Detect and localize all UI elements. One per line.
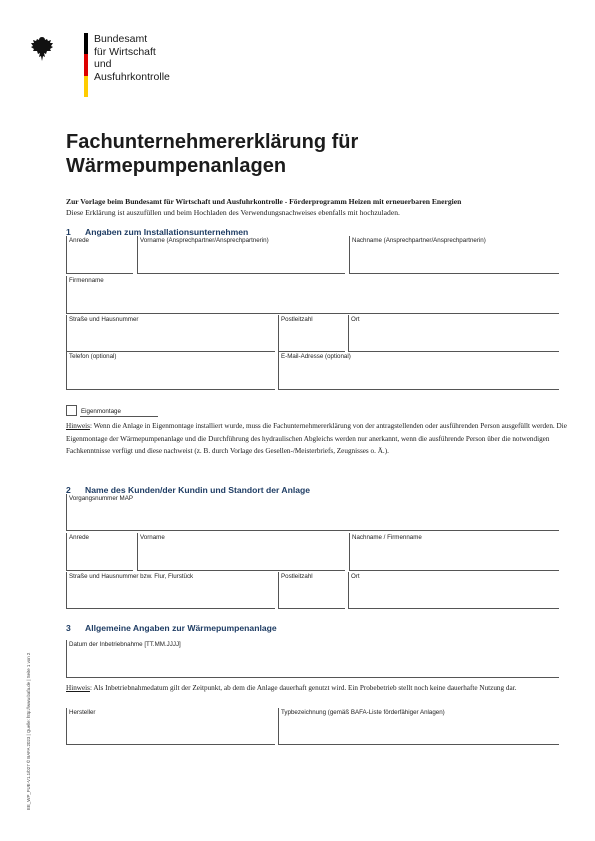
document-title bbox=[66, 130, 358, 178]
customer-street-field[interactable] bbox=[66, 572, 275, 609]
case-number-field[interactable] bbox=[66, 494, 559, 531]
customer-last-name-field[interactable] bbox=[349, 533, 559, 571]
section-title: Allgemeine Angaben zur Wärmepumpenanlage bbox=[85, 623, 277, 633]
field-label: Anrede bbox=[69, 237, 89, 244]
section-title: Angaben zum Installationsunternehmen bbox=[85, 227, 249, 237]
manufacturer-field[interactable] bbox=[66, 708, 275, 745]
field-label: Straße und Hausnummer bzw. Flur, Flurstück bbox=[69, 573, 194, 580]
field-label: Telefon (optional) bbox=[69, 353, 117, 360]
customer-anrede-field[interactable] bbox=[66, 533, 133, 571]
field-label: Postleitzahl bbox=[281, 316, 313, 323]
field-label: Postleitzahl bbox=[281, 573, 313, 580]
email-field[interactable] bbox=[278, 352, 559, 390]
street-field[interactable] bbox=[66, 315, 275, 352]
org-name-line: für Wirtschaft und bbox=[94, 45, 156, 70]
section-number: 3 bbox=[66, 623, 71, 633]
field-label: Vorgangsnummer MAP bbox=[69, 495, 133, 502]
intro-heading: Zur Vorlage beim Bundesamt für Wirtschaft und Ausfuhrkontrolle - Förderprogramm Heizen mit erneuerbaren Energien bbox=[66, 197, 462, 206]
self-installation-note bbox=[66, 420, 571, 458]
field-label: Hersteller bbox=[69, 709, 96, 716]
section-title: Name des Kunden/der Kundin und Standort der Anlage bbox=[85, 485, 311, 495]
last-name-field[interactable] bbox=[349, 236, 559, 274]
postal-code-field[interactable] bbox=[278, 315, 345, 352]
document-reference: EE_WP_FUE-V1.1/027 © BAFA 2023 | Quelle: http://www.bafa.de | Seite 1 von 2 bbox=[26, 652, 31, 810]
field-label: Vorname (Ansprechpartner/Ansprechpartnerin) bbox=[140, 237, 269, 244]
note-text: : Als Inbetriebnahmedatum gilt der Zeitpunkt, ab dem die Anlage dauerhaft genutzt wird. Ein Probebetrieb stellt noch keine dauerhafte Nutzung dar. bbox=[89, 684, 517, 692]
federal-flag-bar bbox=[84, 33, 88, 97]
phone-field[interactable] bbox=[66, 352, 275, 390]
intro-text: Diese Erklärung ist auszufüllen und beim Hochladen des Verwendungsnachweises ebenfalls mit hochzuladen. bbox=[66, 208, 400, 217]
section-number: 2 bbox=[66, 485, 71, 495]
field-label: Anrede bbox=[69, 534, 89, 541]
field-label: Typbezeichnung (gemäß BAFA-Liste förderfähiger Anlagen) bbox=[281, 709, 445, 716]
bafa-logo bbox=[26, 33, 170, 97]
field-label: Straße und Hausnummer bbox=[69, 316, 139, 323]
note-text: : Wenn die Anlage in Eigenmontage installiert wurde, muss die Fachunternehmererklärung von der antragstellenden oder ausführenden Person ausgefüllt werden. Die Eigenmontage der Wärmepumpenanlage und die Durchführung des hydraulischen Abgleichs werden nur anerkannt, wenn die ausführende Person über die notwendigen Fachkenntnisse verfügt und diese nachweist (z. B. durch Vorlage des Gesellen-/Meisterbriefs, Zeugnisses o. Ä.). bbox=[66, 422, 567, 456]
model-designation-field[interactable] bbox=[278, 708, 559, 745]
self-installation-checkbox[interactable] bbox=[66, 405, 77, 416]
note-heading: Hinweis bbox=[66, 422, 90, 430]
company-name-field[interactable] bbox=[66, 276, 559, 314]
customer-city-field[interactable] bbox=[348, 572, 559, 609]
title-line: Wärmepumpenanlagen bbox=[66, 155, 287, 177]
commissioning-note bbox=[66, 682, 571, 695]
field-label: Firmenname bbox=[69, 277, 104, 284]
federal-eagle-icon bbox=[30, 35, 54, 63]
customer-postal-code-field[interactable] bbox=[278, 572, 345, 609]
section-3-heading bbox=[66, 623, 277, 633]
field-label: Datum der Inbetriebnahme [TT.MM.JJJJ] bbox=[69, 641, 181, 648]
field-label: Ort bbox=[351, 316, 360, 323]
first-name-field[interactable] bbox=[137, 236, 345, 274]
org-name-line: Ausfuhrkontrolle bbox=[94, 70, 170, 83]
field-label: Nachname / Firmenname bbox=[352, 534, 422, 541]
note-heading: Hinweis bbox=[66, 684, 90, 692]
commissioning-date-field[interactable] bbox=[66, 640, 559, 678]
section-number: 1 bbox=[66, 227, 71, 237]
field-label: Nachname (Ansprechpartner/Ansprechpartnerin) bbox=[352, 237, 486, 244]
checkbox-underline bbox=[80, 416, 158, 417]
title-line: Fachunternehmererklärung für bbox=[66, 131, 359, 153]
org-name-line: Bundesamt bbox=[94, 33, 148, 45]
self-installation-label: Eigenmontage bbox=[81, 408, 121, 415]
organization-name bbox=[94, 33, 170, 83]
field-label: Ort bbox=[351, 573, 360, 580]
city-field[interactable] bbox=[348, 315, 559, 352]
customer-first-name-field[interactable] bbox=[137, 533, 345, 571]
field-label: E-Mail-Adresse (optional) bbox=[281, 353, 351, 360]
anrede-field[interactable] bbox=[66, 236, 133, 274]
field-label: Vorname bbox=[140, 534, 165, 541]
